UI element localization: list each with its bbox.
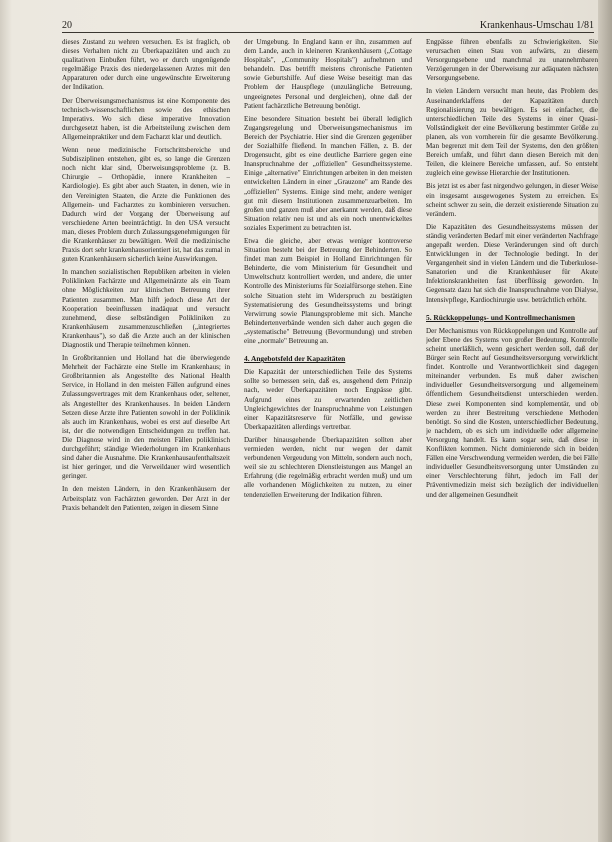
paragraph: In manchen sozialistischen Republiken arbeiten in vielen Poliklinken Fachärzte und Allgemeinärzte als ein Team ohne Möglichkeiten zur klinischen Betreuung ihrer Patienten zusammen. Man hilft jedoch diese Art der Kooperation beeinflussen inadäquat und versucht zunehmend, diese selbständigen Polikliniken zu Krankenhäusern zusammenzuschließen („integriertes Krankenhaus"), so daß die Arzte auch an der klinischen Diagnostik und Therapie teilnehmen können. xyxy=(62,268,230,349)
page-number: 20 xyxy=(62,20,72,31)
paragraph: Der Überweisungsmechanismus ist eine Komponente des technisch-wissenschaftlichen sowie des ethischen Imperativs. Wo sich diese imperative Innovation durchgesetzt haben, ist die Arbeitsteilung zwischen dem Allgemeinpraktiker und dem Facharzt klar und deutlich. xyxy=(62,96,230,141)
paragraph: Darüber hinausgehende Überkapazitäten sollten aber vermieden werden, nicht nur wegen der damit verbundenen Vergeudung von Mitteln, sondern auch noch, weil sie zu schlechteren Dienstleistungen aus Mangel an Erfahrung (die regelmäßig erbracht werden muß) und um alle vorhandenen Möglichkeiten zu nutzen, zu einer tendenziellen Erweiterung der Indikation führen. xyxy=(244,435,412,499)
running-title: Krankenhaus-Umschau 1/81 xyxy=(479,20,594,31)
text-column-1 xyxy=(62,38,230,828)
paragraph: Die Kapazität der unterschiedlichen Teile des Systems sollte so bemessen sein, daß es, ausgehend dem Prinzip nach, weder Überkapazitäten noch Engpässe gibt. Aufgrund eines zu erwartenden zeitlichen Ungleichgewichtes der Inanspruchnahme von Leistungen einer Kapazitätsreserve für Notfälle, und gewisse Überkapazitäten allerdings vertretbar. xyxy=(244,368,412,431)
paragraph: Engpässe führen ebenfalls zu Schwierigkeiten. Sie verursachen einen Stau von aufwärts, zu diesem Versorgungsebene und manchmal zu unannehmbaren Verzögerungen in der Überweisung zur adäquaten nächsten Versorgungsebene. xyxy=(426,38,598,83)
paragraph: Die Kapazitäten des Gesundheitssystems müssen der ständig veränderten Bedarf mit einer veränderten Nachfrage angepaßt werden. Diese Veränderungen sind oft durch Entwicklungen in der Technologie bedingt. In der Vergangenheit sind in vielen Ländern und die Tuberkulose-Sanatorien und die Krankenhäuser für Akute Infektionskrankheiten fast überflüssig geworden. In Gegensatz dazu hat sich die Inanspruchnahme von Dialyse, Intensivpflege, Kardiochirurgie usw. beträchtlich erhöht. xyxy=(426,222,598,304)
paragraph: Wenn neue medizinische Fortschrittsbereiche und Subdisziplinen entstehen, gibt es, so lange die Grenzen noch nicht klar sind, Überweisungsprobleme (z. B. Chirurgie – Orthopädie, innere Krankheiten – Kardiologie). Es gibt aber auch Staaten, in denen, wie in den Vereinigten Staaten, die Arzte die Funktionen des Allgemein- und Facharztes zu kombinieren versuchen. Dadurch wird der Vorgang der Überweisung auf verschiedene Arten beeinträchtigt. In den USA versucht man, dieses Problem durch Zulassungsgenehmigungen für die Krankenhäuser zu bewältigen. Weil die medizinische Praxis dort sehr krankenhausorientiert ist, hat das zumal in guten Krankenhäusern sicherlich keine Auswirkungen. xyxy=(62,146,230,264)
paragraph: Etwa die gleiche, aber etwas weniger kontroverse Situation besteht bei der Betreuung der Behinderten. So findet man zum Beispiel in Holland Einrichtungen für Behinderte, die vom Ministerium für Gesundheit und Umweltschutz kontrolliert werden, und andere, die unter Kontrolle des Ministeriums für Sozialfürsorge stehen. Eine solche Situation steht im Widerspruch zu bestätigten Systematisierung des Gesundheitssystems und bringt Verwirrung sowie Planungsprobleme mit sich. Manche Behindertenverbände wenden sich daher auch gegen die „systematische" Betreuung (Bevormundung) und streben eine „normale" Betreuung an. xyxy=(244,236,412,345)
paragraph: Der Mechanismus von Rückkoppelungen und Kontrolle auf jeder Ebene des Systems von großer Bedeutung. Kontrolle scheint unerläßlich, wenn gesichert werden soll, daß der Bürger sein Recht auf Gesundheitsversorgung verwirklicht findet. Kontrolle und Verantwortlichkeit sind dagegen miteinander verbunden. Es muß daher zwischen individueller Gesundheitsversorgung und allgemeinem öffentlichem Gesundheitsdienst unterschieden werden. Diese zwei Komponenten sind komplementär, und ob werden zu ihrer Bestreitung verschiedene Methoden benötigt. So sind die Kosten, unterschiedlicher Bedeutung, je nachdem, ob es sich um individuelle oder allgemeine Versorgung handelt. Es kann sogar sein, daß diese in Konflikten kommen. Nicht dominierende sich in beiden Fällen eine Verschwendung vermeiden werden, die bei Fälle individueller Gesundheitsversorgung unter Umständen zu einer Verschlechterung führt, jedoch im Fall der Präventivmedizin meist sich bezüglich der individuellen und der allgemeinen Gesundheit xyxy=(426,326,598,499)
section-heading: 4. Angebotsfeld der Kapazitäten xyxy=(244,354,346,364)
paragraph: In den meisten Ländern, in den Krankenhäusern der Arbeitsplatz von Fachärzten geworden. Der Arzt in der Praxis behandelt den Patienten, zeigen in diesem Sinne xyxy=(62,485,230,512)
paragraph: Eine besondere Situation besteht bei überall lediglich Zugangsregelung und Überweisungsmechanismus im Bereich der Psychiatrie. Hier sind die Grenzen gegenüber der Sozialhilfe fließend. In manchen Fällen, z. B. der Drogensucht, gibt es eine deutliche Barriere gegen eine Inanspruchnahme der „offiziellen" Gesundheitssysteme. Einige „alternative" Einrichtungen arbeiten in den meisten entwickelten Ländern in einer „Grauzone" am Rande des „offiziellen" Systems. Einige sind mehr, andere weniger gut mit diesem Institutionen zusammenzuarbeiten. Im großen und ganzen muß aber anerkannt werden, daß diese Situation relativ neu ist und als ein noch unentwickeltes soziales Experiment zu betrachten ist. xyxy=(244,114,412,232)
paragraph: der Umgebung. In England kann er ihn, zusammen auf dem Lande, auch in kleineren Krankenhäusern („Cottage Hospitals", „Community Hospitals") aufnehmen und behandeln. Das betrifft meistens chronische Patienten sowie Geburtshilfe. Auf diese Weise beseitigt man das Problem der Hauspflege (unzulängliche Betreuung, ungeeignetes Personal und dergleichen), ohne daß der Patient fachärztliche Betreuung benötigt. xyxy=(244,38,412,110)
running-header xyxy=(62,17,594,31)
text-column-3 xyxy=(426,38,598,828)
section-heading: 5. Rückkoppelungs- und Kontrollmechanismen xyxy=(426,312,575,322)
paragraph: In Großbritannien und Holland hat die überwiegende Mehrheit der Fachärzte eine Stelle im Krankenhaus; in Großbritannien als Angestellte des National Health Service, in Holland in den meisten Fällen aufgrund eines Zulassungsvertrages mit dem Krankenhaus oder, seltener, als Angestellter des Krankenhauses. In beiden Ländern Setzen diese Arzte ihre Patienten sowohl in der Poliklinik als auch im Krankenhaus, wobei es erst auf dieselbe Art ist, der die notwendigen Entscheidungen zu treffen hat. Die Diagnose wird in den meisten Fällen poliklinisch durchgeführt; ständige Wiederholungen im Krankenhaus sind daher die Ausnahme. Die Krankenhausaufenthaltszeit ist hier geringer, und die Verweildauer wird wesentlich geringer. xyxy=(62,354,230,481)
paragraph: In vielen Ländern versucht man heute, das Problem des Auseinanderklaffens der Kapazitäten durch Regionalisierung zu bewältigen. Es sei einfacher, die unterschiedlichen Teile des Systems in einer Quasi-Vollständigkeit der eine Bevölkerung bestimmter Größe zu planen, als von vornherein für die gesamte Bevölkerung. Man begrenzt mit dem Teil der Systems, den den größten Bereich umfaßt, und führt dann diesen Bereich mit den Teilen, die kleinere Bereiche umfassen, auf. So entsteht zugleich eine gewisse Hierarchie der Institutionen. xyxy=(426,87,598,178)
text-column-2 xyxy=(244,38,412,828)
page-edge-shadow xyxy=(598,0,612,842)
paragraph: Bis jetzt ist es aber fast nirgendwo gelungen, in dieser Weise ein insgesamt ausgewogenes System zu erreichen. Es scheint schwer zu sein, die derzeit existierende Situation zu verändern. xyxy=(426,182,598,218)
header-rule xyxy=(62,32,594,33)
paragraph: dieses Zustand zu wehren versuchen. Es ist fraglich, ob dieses Verhalten nicht zu Überkapazitäten und auch zu qualitativen Einbußen führt, wo er durch ungenügende regelmäßige Praxis des niedergelassenen Arztes mit den Apparaturen oder durch eine ungewünschte Erweiterung der Indikation. xyxy=(62,38,230,92)
